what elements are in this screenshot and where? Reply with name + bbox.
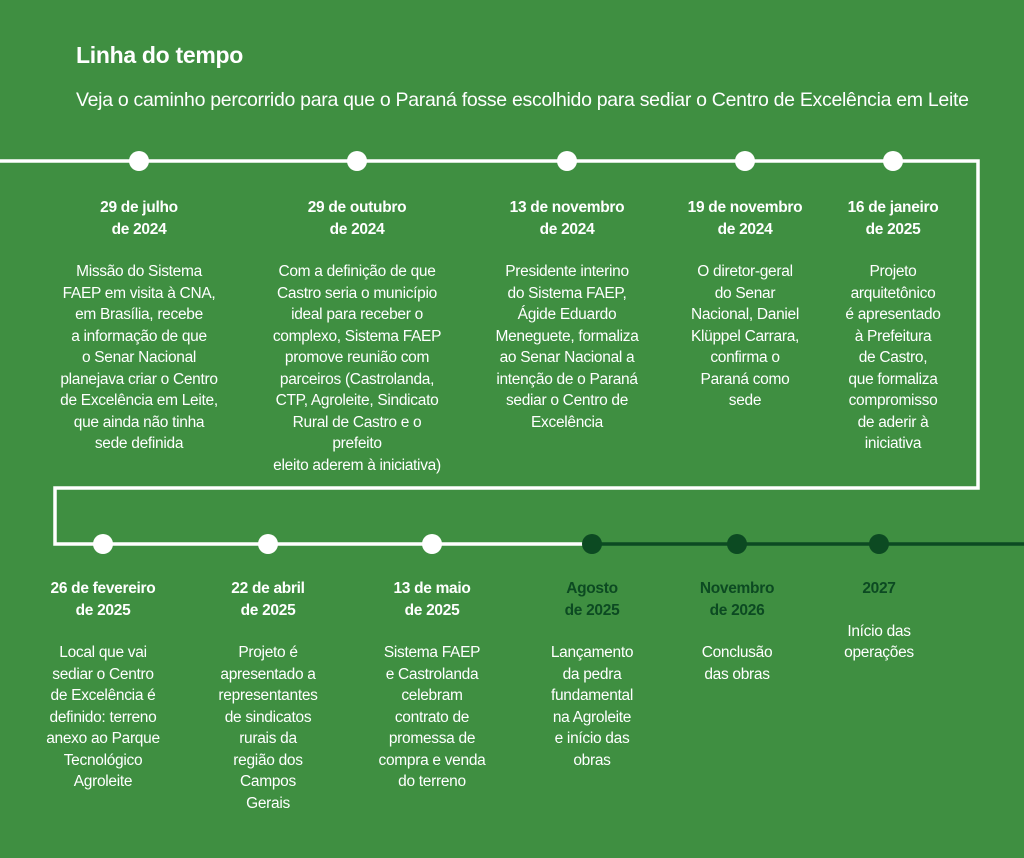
event-description: O diretor-geral do Senar Nacional, Daniel Klüppel Carrara, confirma o Paraná como sede [690, 263, 800, 409]
event-date: 13 de novembro de 2024 [509, 199, 625, 238]
page-subtitle: Veja o caminho percorrido para que o Paraná fosse escolhido para sediar o Centro de Excelência em Leite [76, 89, 969, 111]
timeline-dot [129, 151, 149, 171]
event-date: 26 de fevereiro de 2025 [50, 580, 156, 619]
timeline-event-future [789, 578, 969, 664]
timeline-dot [735, 151, 755, 171]
timeline-dot [422, 534, 442, 554]
timeline-event [803, 197, 983, 455]
event-description: Com a definição de que Castro seria o município ideal para receber o complexo, Sistema FAEP promove reunião com parceiros (Castrolanda, CTP, Agroleite, Sindicato Rural de Castro e o prefeito eleito aderem à iniciativa) [272, 263, 442, 474]
timeline-dot-future [869, 534, 889, 554]
event-date: Novembro de 2026 [699, 580, 775, 619]
timeline-event [178, 578, 358, 814]
timeline-dot-future [582, 534, 602, 554]
timeline-event [477, 197, 657, 433]
event-date: 19 de novembro de 2024 [687, 199, 803, 238]
timeline-event [267, 197, 447, 476]
timeline-dot [883, 151, 903, 171]
event-description: Início das operações [844, 622, 914, 661]
event-description: Sistema FAEP e Castrolanda celebram contrato de promessa de compra e venda do terreno [378, 644, 486, 790]
timeline-dot-future [727, 534, 747, 554]
event-description: Projeto arquitetônico é apresentado à Prefeitura de Castro, que formaliza compromisso de aderir à iniciativa [845, 263, 941, 452]
event-date: 22 de abril de 2025 [231, 580, 305, 619]
event-date: 29 de outubro de 2024 [307, 199, 407, 238]
event-description: Lançamento da pedra fundamental na Agroleite e início das obras [550, 644, 634, 769]
event-date: 2027 [862, 580, 896, 597]
timeline-dot [93, 534, 113, 554]
timeline-event [13, 578, 193, 793]
event-description: Projeto é apresentado a representantes de sindicatos rurais da região dos Campos Gerais [218, 644, 318, 812]
event-date: 29 de julho de 2024 [100, 199, 178, 238]
event-description: Local que vai sediar o Centro de Excelência é definido: terreno anexo ao Parque Tecnológico Agroleite [46, 644, 160, 790]
event-description: Conclusão das obras [701, 644, 773, 683]
timeline-dot [258, 534, 278, 554]
timeline-dot [557, 151, 577, 171]
timeline-event [49, 197, 229, 455]
timeline-event [342, 578, 522, 793]
event-date: 13 de maio de 2025 [393, 580, 471, 619]
event-description: Missão do Sistema FAEP em visita à CNA, em Brasília, recebe a informação de que o Senar Nacional planejava criar o Centro de Excelência em Leite, que ainda não tinha sede definida [60, 263, 218, 452]
event-date: 16 de janeiro de 2025 [847, 199, 939, 238]
page-title: Linha do tempo [76, 42, 244, 68]
event-date: Agosto de 2025 [564, 580, 620, 619]
event-description: Presidente interino do Sistema FAEP, Ágide Eduardo Meneguete, formaliza ao Senar Nacional a intenção de o Paraná sediar o Centro de Excelência [495, 263, 639, 431]
timeline-dot [347, 151, 367, 171]
